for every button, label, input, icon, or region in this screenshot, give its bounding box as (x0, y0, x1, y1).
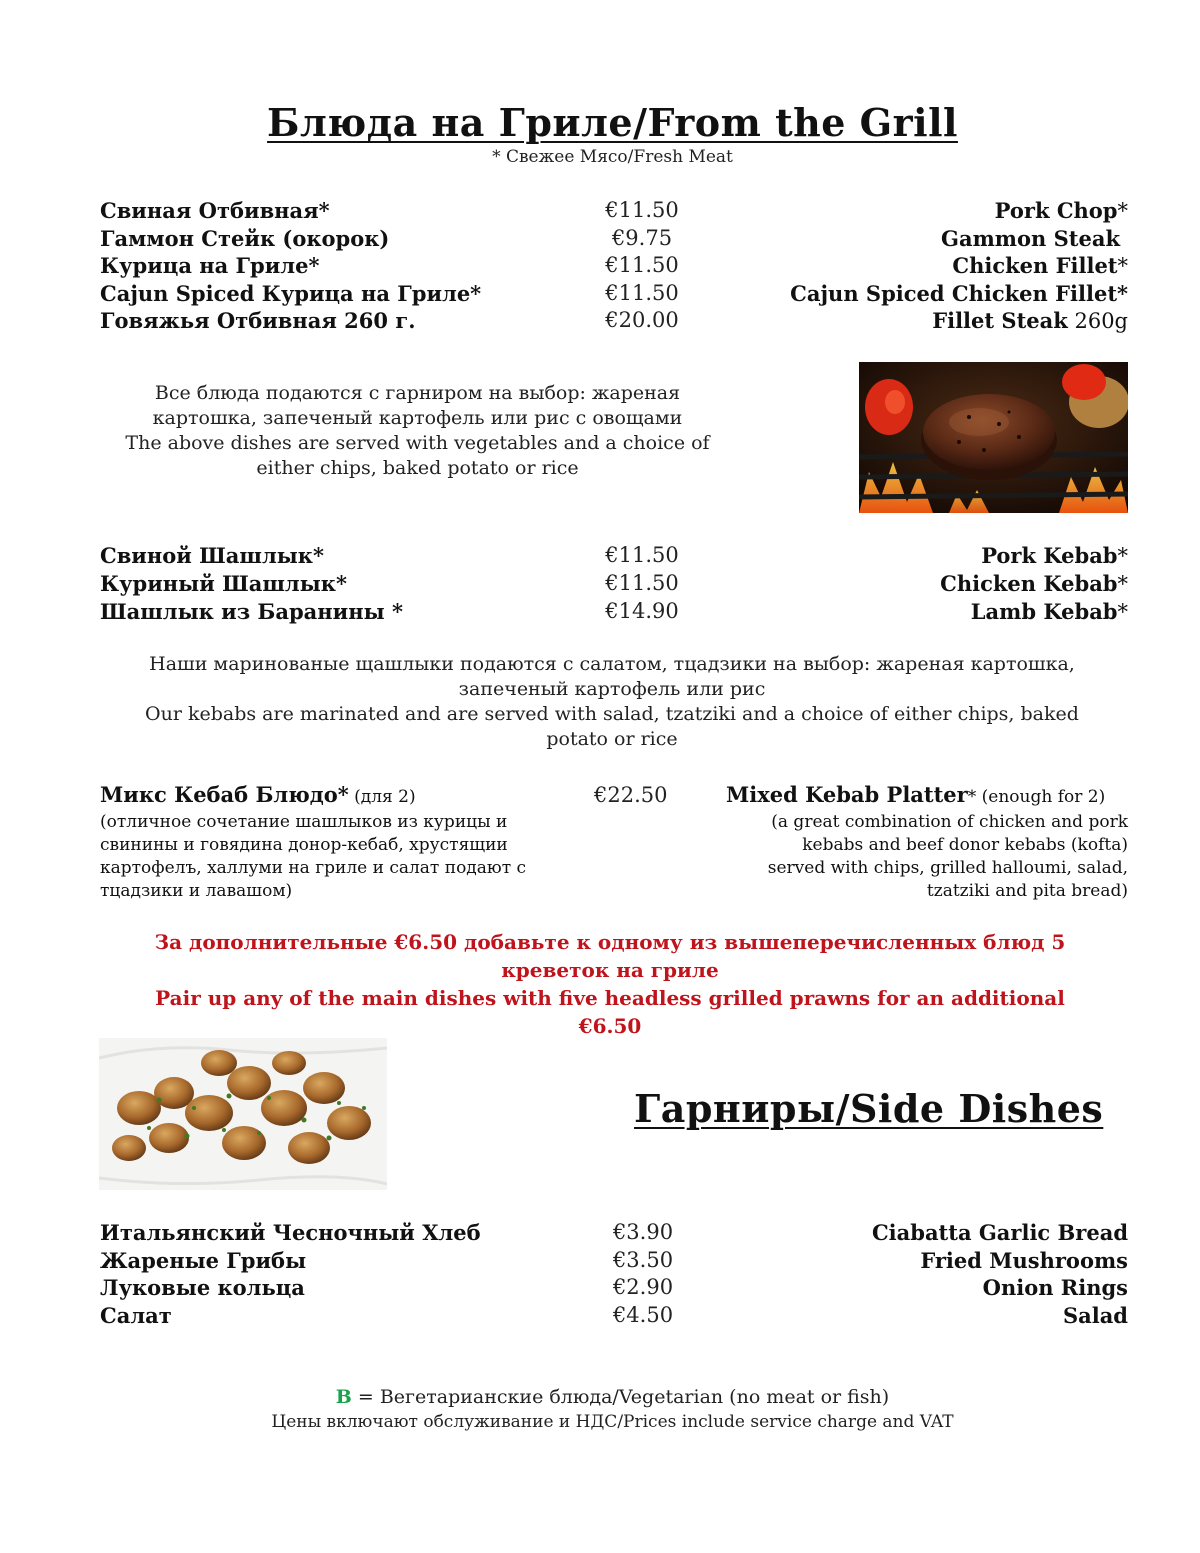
platter-desc-line: (отличное сочетание шашлыков из курицы и (100, 812, 508, 832)
menu-item-row (100, 226, 1128, 254)
item-price: €3.50 (612, 1247, 674, 1272)
note-line: картошка, запеченый картофель или рис с овощами (152, 407, 683, 429)
platter-star: * (967, 787, 977, 807)
platter-name-en-text: Mixed Kebab Platter (726, 782, 968, 807)
note-line: запеченый картофель или рис (458, 678, 766, 700)
grill-sides-note (95, 381, 740, 481)
item-name-en (995, 198, 1128, 223)
menu-item-row (100, 1220, 1128, 1248)
item-price: €11.50 (605, 543, 679, 567)
menu-item-row (100, 571, 1128, 599)
item-name-en (952, 253, 1128, 278)
note-line: Our kebabs are marinated and are served with salad, tzatziki and a choice of either chips, baked (145, 703, 1079, 725)
item-price: €9.75 (611, 225, 673, 250)
menu-item-row (100, 1275, 1128, 1303)
item-name-en-text: Fillet Steak (932, 308, 1068, 333)
platter-price: €22.50 (594, 783, 668, 807)
item-price: €11.50 (605, 570, 679, 595)
item-suffix: * (1117, 544, 1128, 568)
note-line: either chips, baked potato or rice (256, 457, 579, 479)
item-name-ru: Итальянский Чесночный Хлеб (100, 1220, 481, 1245)
item-name-ru: Салат (100, 1302, 172, 1328)
grilled-steak-image (859, 362, 1128, 513)
promo-line: креветок на гриле (501, 958, 719, 982)
item-name-ru: Шашлык из Баранины * (100, 598, 403, 624)
item-name-ru: Свиной Шашлык* (100, 543, 324, 568)
item-name-ru: Свиная Отбивная* (100, 198, 330, 223)
menu-item-row (100, 599, 1128, 627)
item-name-en (920, 1248, 1128, 1273)
steak-illustration (859, 362, 1128, 513)
fresh-meat-note: * Свежее Мясо/Fresh Meat (492, 147, 733, 167)
fried-mushrooms-image (99, 1038, 387, 1190)
platter-desc-line: served with chips, grilled halloumi, salad, (767, 858, 1128, 878)
platter-qualifier-ru: (для 2) (348, 787, 416, 807)
note-line: The above dishes are served with vegetables and a choice of (125, 432, 710, 454)
item-name-en (872, 1220, 1128, 1245)
platter-desc-line: тцадзики и лавашом) (100, 881, 293, 901)
item-suffix: * (1117, 254, 1128, 278)
item-suffix: 260g (1067, 309, 1128, 333)
platter-qualifier-en: (enough for 2) (976, 787, 1106, 807)
menu-item-row (100, 198, 1128, 226)
platter-desc-line: tzatziki and pita bread) (926, 881, 1128, 901)
item-name-en-text: Gammon Steak (941, 225, 1120, 251)
service-charge-note: Цены включают обслуживание и НДС/Prices include service charge and VAT (271, 1412, 954, 1432)
item-price: €11.50 (605, 253, 679, 277)
item-name-en-text: Salad (1062, 1302, 1128, 1328)
item-price: €3.90 (612, 1220, 674, 1244)
grill-title: Блюда на Гриле/From the Grill (267, 100, 958, 145)
menu-item-row (100, 1248, 1128, 1276)
item-name-ru: Луковые кольца (100, 1275, 305, 1300)
platter-name-ru-text: Микс Кебаб Блюдо* (100, 782, 349, 807)
menu-item-row (100, 308, 1128, 336)
promo-line: За дополнительные €6.50 добавьте к одному из вышеперечисленных блюд 5 (154, 930, 1066, 954)
grill-items (100, 198, 1128, 336)
vegetarian-mark: B (335, 1386, 352, 1408)
item-name-en-text: Pork Kebab (981, 543, 1118, 568)
item-name-ru: Гаммон Стейк (окорок) (100, 225, 390, 251)
platter-desc-line: kebabs and beef donor kebabs (kofta) (802, 835, 1128, 855)
platter-desc-line: картофелъ, халлуми на гриле и салат подают с (100, 858, 527, 878)
item-name-en (940, 571, 1128, 596)
platter-ru (100, 783, 580, 903)
promo-line: €6.50 (578, 1014, 642, 1038)
menu-item-row (100, 543, 1128, 571)
item-price: €20.00 (605, 308, 679, 332)
item-suffix: * (1117, 199, 1128, 223)
menu-item-row (100, 1303, 1128, 1331)
item-name-en (1063, 1303, 1128, 1328)
promo-line: Pair up any of the main dishes with five headless grilled prawns for an additional (155, 986, 1065, 1010)
item-name-en-text: Lamb Kebab (970, 598, 1118, 624)
item-name-en (932, 308, 1128, 333)
item-price: €2.90 (612, 1275, 674, 1299)
platter-desc-line: свинины и говядина донор-кебаб, хрустящии (100, 835, 508, 855)
item-name-en-text: Onion Rings (982, 1275, 1128, 1300)
item-name-ru: Куриный Шашлык* (100, 570, 347, 596)
item-name-ru: Курица на Гриле* (100, 253, 320, 278)
item-name-ru: Говяжья Отбивная 260 г. (100, 308, 416, 333)
item-name-en (971, 599, 1128, 624)
item-price: €11.50 (605, 198, 679, 222)
note-line: Все блюда подаются с гарниром на выбор: жареная (154, 382, 681, 404)
item-name-en-text: Cajun Spiced Chicken Fillet* (790, 280, 1128, 306)
mushrooms-illustration (99, 1038, 387, 1190)
platter-name-ru (100, 783, 580, 809)
kebab-sides-note (92, 652, 1132, 752)
item-suffix: * (1117, 599, 1128, 624)
vegetarian-legend (0, 1385, 1200, 1409)
item-name-ru: Cajun Spiced Курица на Гриле* (100, 280, 482, 306)
platter-desc-line: (a great combination of chicken and pork (771, 812, 1128, 832)
item-name-ru: Жареные Грибы (100, 1247, 307, 1273)
platter-name-en (700, 783, 1128, 809)
menu-item-row (100, 281, 1128, 309)
platter-en (700, 783, 1128, 903)
item-name-en-text: Fried Mushrooms (920, 1247, 1128, 1273)
note-line: potato or rice (546, 728, 678, 750)
side-items (100, 1220, 1128, 1330)
item-suffix: * (1117, 571, 1128, 596)
item-price: €4.50 (612, 1302, 674, 1327)
item-name-en-text: Ciabatta Garlic Bread (871, 1220, 1128, 1245)
prawns-promo (100, 928, 1120, 1040)
menu-item-row (100, 253, 1128, 281)
item-price: €11.50 (605, 280, 679, 305)
item-name-en (941, 226, 1120, 251)
item-name-en (981, 543, 1128, 568)
item-name-en-text: Chicken Kebab (940, 570, 1118, 596)
kebab-items (100, 543, 1128, 626)
item-name-en-text: Pork Chop (994, 198, 1118, 223)
item-name-en (983, 1275, 1128, 1300)
item-name-en (790, 281, 1128, 306)
item-name-en-text: Chicken Fillet (952, 253, 1118, 278)
vegetarian-legend-text: = Вегетарианские блюда/Vegetarian (no meat or fish) (351, 1386, 890, 1408)
sides-title: Гарниры/Side Dishes (634, 1086, 1104, 1131)
note-line: Наши маринованые щашлыки подаются с салатом, тцадзики на выбор: жареная картошка, (149, 653, 1075, 675)
item-price: €14.90 (605, 598, 679, 623)
